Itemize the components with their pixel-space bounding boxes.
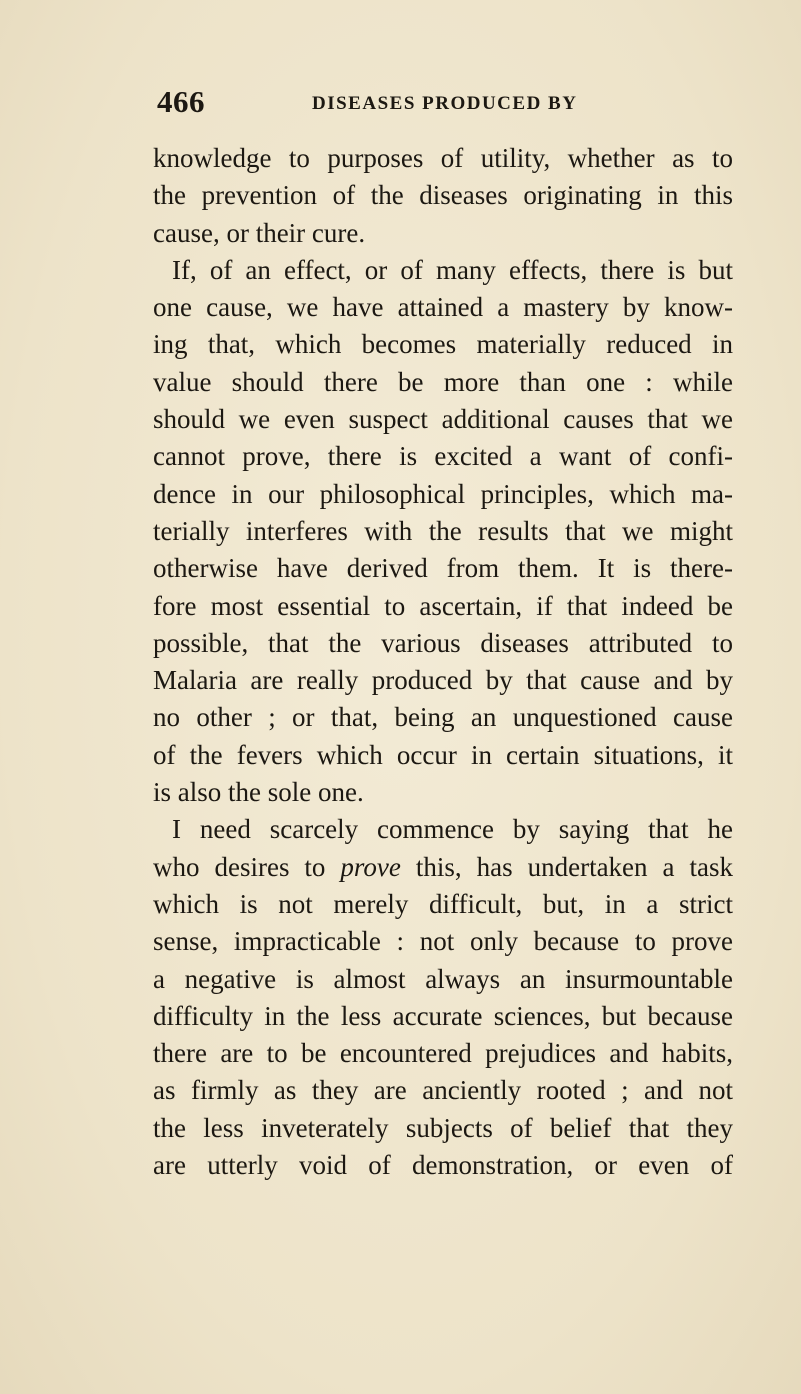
text-line: knowledge to purposes of utility, whether as to	[153, 143, 733, 173]
text-line: ing that, which becomes materially reduced in	[153, 329, 733, 360]
running-head: DISEASES PRODUCED BY	[312, 93, 578, 114]
text-segment: who desires to	[153, 851, 341, 882]
emphasized-word: prove	[340, 851, 401, 882]
text-line: which is not merely difficult, but, in a strict	[153, 888, 733, 919]
text-line: otherwise have derived from them. It is there-	[153, 553, 733, 584]
text-line: is also the sole one.	[153, 777, 364, 808]
text-line: no other ; or that, being an unquestioned cause	[153, 702, 733, 733]
text-segment: this, has undertaken a task	[400, 851, 733, 882]
text-line: fore most essential to ascertain, if that indeed be	[153, 590, 733, 621]
text-line: value should there be more than one : while	[153, 366, 733, 397]
text-line: dence in our philosophical principles, which ma-	[153, 478, 733, 509]
text-line: terially interferes with the results that we might	[153, 515, 733, 546]
text-line: Malaria are really produced by that cause and by	[153, 665, 733, 696]
text-line: the less inveterately subjects of belief that they	[153, 1112, 733, 1143]
text-line: cannot prove, there is excited a want of confi-	[153, 441, 733, 472]
page-number: 466	[157, 84, 205, 119]
text-line: If, of an effect, or of many effects, there is but	[172, 254, 733, 285]
text-line: sense, impracticable : not only because to prove	[153, 926, 733, 957]
text-line: are utterly void of demonstration, or even of	[153, 1150, 733, 1181]
body-text	[153, 140, 733, 1184]
text-line: should we even suspect additional causes that we	[153, 404, 733, 435]
text-line: a negative is almost always an insurmountable	[153, 963, 733, 994]
text-line	[153, 849, 733, 886]
text-line: cause, or their cure.	[153, 217, 366, 248]
text-line: possible, that the various diseases attributed to	[153, 627, 733, 658]
page-header	[157, 82, 637, 122]
text-line: of the fevers which occur in certain situations, it	[153, 739, 733, 770]
text-line: the prevention of the diseases originating in this	[153, 180, 733, 211]
text-line: there are to be encountered prejudices and habits,	[153, 1038, 733, 1069]
text-line: one cause, we have attained a mastery by know-	[153, 292, 733, 323]
text-line: as firmly as they are anciently rooted ; and not	[153, 1075, 733, 1106]
text-line: difficulty in the less accurate sciences, but because	[153, 1000, 733, 1031]
text-line: I need scarcely commence by saying that he	[172, 814, 733, 845]
